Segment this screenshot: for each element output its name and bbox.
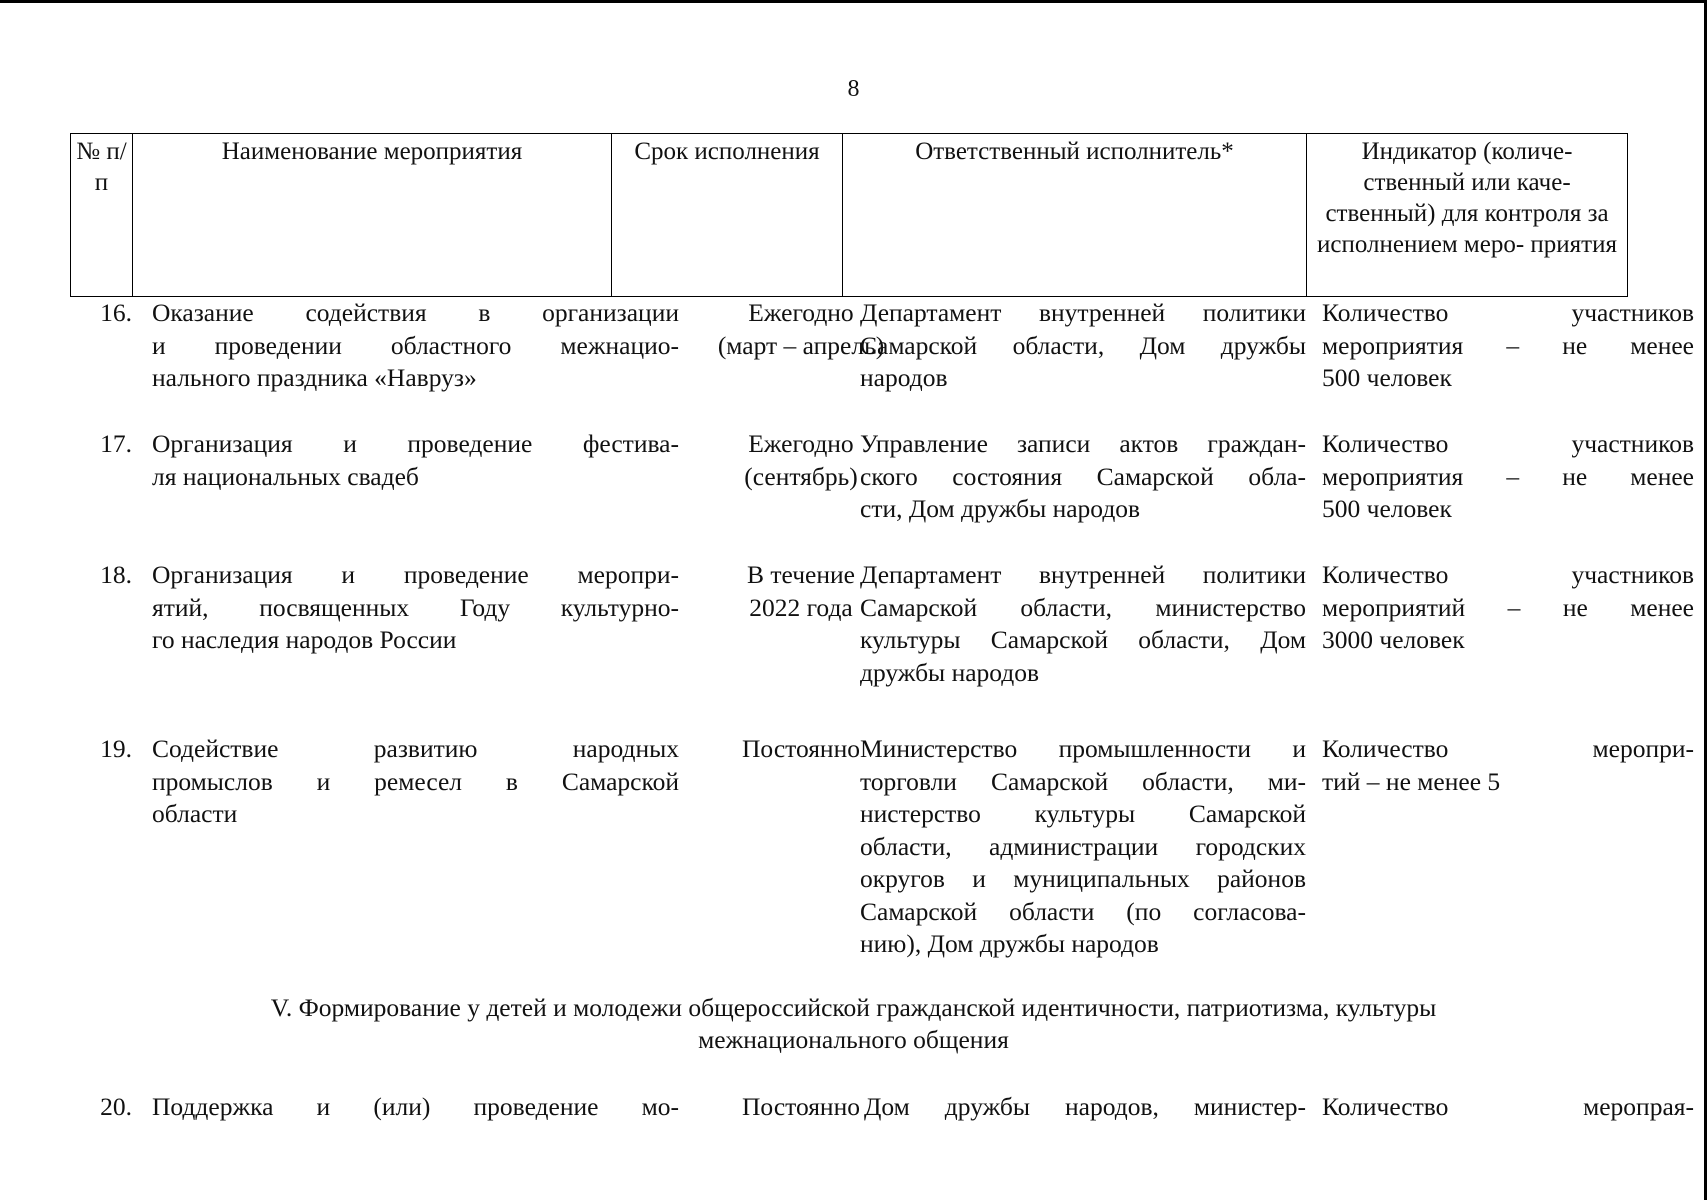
event-indicator xyxy=(1322,733,1694,798)
event-indicator-line: мероприятия – не менее xyxy=(1322,461,1694,491)
event-indicator-line: Количество меропри- xyxy=(1322,734,1694,763)
event-executor-line: Министерство промышленности и xyxy=(860,734,1306,763)
event-executor xyxy=(860,428,1306,526)
event-executor-line: Самарской области (по согласова- xyxy=(860,896,1306,926)
event-indicator-line: Количество участников xyxy=(1322,298,1694,327)
event-executor-line: округов и муниципальных районов xyxy=(860,864,1306,893)
event-executor-line: нистерство культуры Самарской xyxy=(860,799,1306,828)
event-term-line: Ежегодно xyxy=(748,298,854,327)
event-executor-line: Самарской области, Дом дружбы xyxy=(860,330,1306,360)
page-top-edge xyxy=(0,0,1707,3)
row-number: 17. xyxy=(100,429,132,458)
event-executor-line: Департамент внутренней политики xyxy=(860,298,1306,327)
event-name-line: Организация и проведение меропри- xyxy=(152,560,679,589)
event-executor-line: нию), Дом дружбы народов xyxy=(860,929,1159,958)
event-name xyxy=(152,559,679,657)
event-indicator xyxy=(1322,428,1694,526)
event-executor-line: дружбы народов xyxy=(860,657,1040,687)
event-indicator-line: тий – не менее 5 xyxy=(1322,766,1501,796)
event-executor xyxy=(860,297,1306,395)
header-term: Срок исполнения xyxy=(612,134,843,297)
event-executor-line: Дом дружбы народов, министер- xyxy=(864,1092,1306,1121)
event-name-line: Поддержка и (или) проведение мо- xyxy=(152,1092,679,1121)
event-name-line: Организация и проведение фестива- xyxy=(152,429,679,458)
event-name xyxy=(152,733,679,831)
event-indicator-line: Количество участников xyxy=(1322,429,1694,458)
event-executor-line: Департамент внутренней политики xyxy=(860,560,1306,589)
section-title xyxy=(70,992,1637,1056)
section-title-line: V. Формирование у детей и молодежи общероссийской гражданской идентичности, патриотизма, культуры xyxy=(270,993,1437,1022)
event-term-line: (март – апрель) xyxy=(717,330,885,360)
event-executor-line: Самарской области, министерство xyxy=(860,592,1306,622)
event-indicator-line: 500 человек xyxy=(1322,494,1452,523)
event-term-line: Ежегодно xyxy=(748,429,854,458)
event-indicator xyxy=(1322,297,1694,395)
event-indicator-line: 500 человек xyxy=(1322,363,1452,392)
event-executor-line: народов xyxy=(860,363,948,392)
event-name xyxy=(152,428,679,493)
event-executor xyxy=(864,1091,1306,1124)
event-name-line: ятий, посвященных Году культурно- xyxy=(152,592,679,622)
event-indicator xyxy=(1322,1091,1694,1124)
event-indicator-line: мероприятий – не менее xyxy=(1322,592,1694,622)
event-name-line: промыслов и ремесел в Самарской xyxy=(152,766,679,796)
event-term-line: (сентябрь) xyxy=(744,461,858,491)
event-name-line: нального праздника «Навруз» xyxy=(152,363,477,392)
row-number: 16. xyxy=(100,298,132,327)
event-indicator-line: 3000 человек xyxy=(1322,625,1465,654)
event-indicator-line: мероприятия – не менее xyxy=(1322,330,1694,360)
event-executor-line: культуры Самарской области, Дом xyxy=(860,625,1306,654)
event-term-line: 2022 года xyxy=(749,592,853,622)
header-indicator: Индикатор (количе- ственный или каче- ственный) для контроля за исполнением меро- приятия xyxy=(1307,134,1628,297)
event-executor-line: торговли Самарской области, ми- xyxy=(860,766,1306,796)
event-indicator-line: Количество участников xyxy=(1322,560,1694,589)
event-name-line: ля национальных свадеб xyxy=(152,461,419,491)
event-executor-line: ского состояния Самарской обла- xyxy=(860,461,1306,491)
event-executor-line: области, администрации городских xyxy=(860,831,1306,861)
event-indicator xyxy=(1322,559,1694,657)
event-name xyxy=(152,297,679,395)
event-name-line: Оказание содействия в организации xyxy=(152,298,679,327)
row-number: 19. xyxy=(100,734,132,763)
header-row xyxy=(71,134,1628,297)
header-executor: Ответственный исполнитель* xyxy=(843,134,1307,297)
event-name-line: и проведении областного межнацио- xyxy=(152,330,679,360)
table-header xyxy=(70,133,1628,297)
header-num: № п/п xyxy=(71,134,133,297)
page-number: 8 xyxy=(847,76,860,102)
row-number: 18. xyxy=(100,560,132,589)
event-executor xyxy=(860,559,1306,689)
event-executor xyxy=(860,733,1306,961)
event-name-line: области xyxy=(152,799,238,828)
event-indicator-line: Количество меропрая- xyxy=(1322,1092,1694,1121)
event-name xyxy=(152,1091,679,1124)
header-name: Наименование мероприятия xyxy=(133,134,612,297)
row-number: 20. xyxy=(100,1092,132,1121)
event-executor-line: Управление записи актов граждан- xyxy=(860,429,1306,458)
event-name-line: го наследия народов России xyxy=(152,625,457,654)
event-term-line: В течение xyxy=(747,560,855,589)
event-executor-line: сти, Дом дружбы народов xyxy=(860,494,1141,523)
section-title-line: межнационального общения xyxy=(698,1025,1009,1054)
event-name-line: Содействие развитию народных xyxy=(152,734,679,763)
event-term-line: Постоянно xyxy=(742,1092,860,1121)
event-term-line: Постоянно xyxy=(742,734,860,763)
